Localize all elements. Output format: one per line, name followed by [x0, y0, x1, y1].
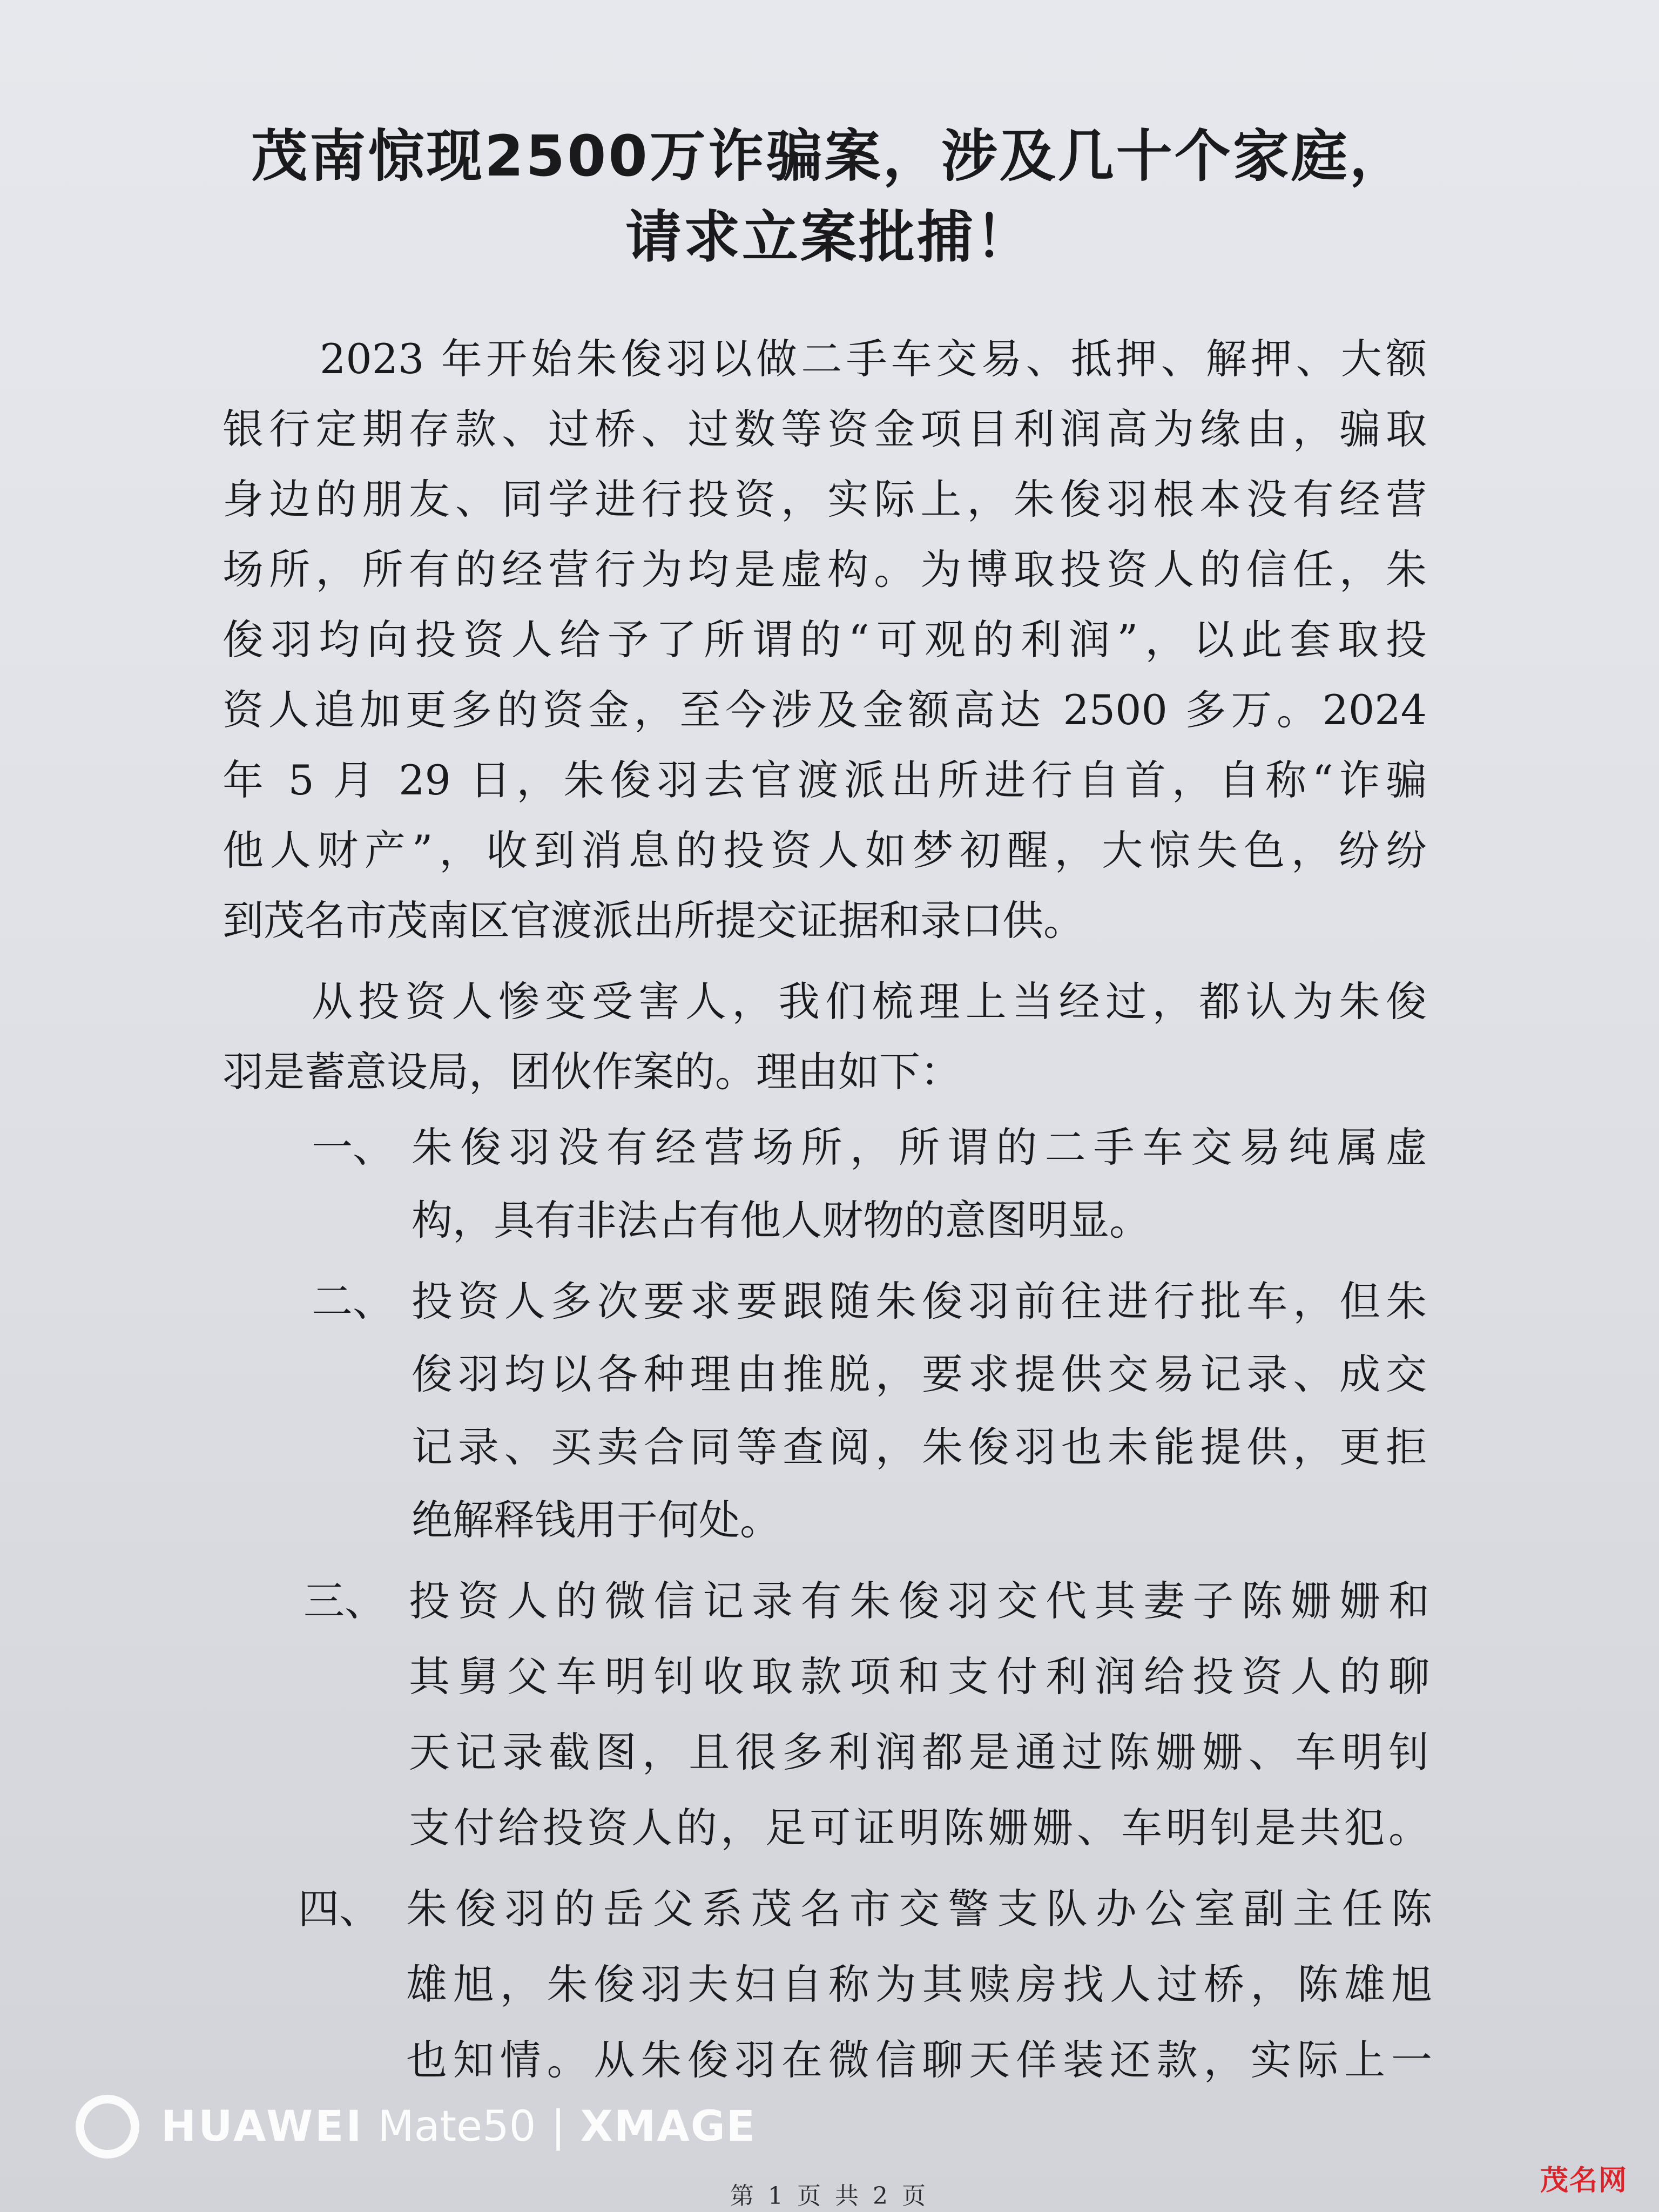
list-item-line: 朱俊羽的岳父系茂名市交警支队办公室副主任陈: [406, 1885, 1432, 1933]
list-item-line: 雄旭，朱俊羽夫妇自称为其赎房找人过桥，陈雄旭: [406, 1960, 1432, 2008]
paragraph-line: 银行定期存款、过桥、过数等资金项目利润高为缘由，骗取: [222, 405, 1427, 453]
camera-ring-icon: [76, 2095, 139, 2159]
paragraph-line: 从投资人惨变受害人，我们梳理上当经过，都认为朱俊: [312, 977, 1427, 1026]
list-item-line: 投资人多次要求要跟随朱俊羽前往进行批车，但朱: [412, 1277, 1427, 1325]
paragraph-line: 2023 年开始朱俊羽以做二手车交易、抵押、解押、大额: [320, 335, 1427, 383]
list-item-line: 绝解释钱用于何处。: [412, 1496, 781, 1544]
watermark-separator: |: [551, 2102, 565, 2151]
list-item-line: 也知情。从朱俊羽在微信聊天佯装还款，实际上一: [406, 2036, 1432, 2084]
list-item-number: 四、: [298, 1885, 380, 1933]
paragraph-line: 羽是蓄意设局，团伙作案的。理由如下：: [222, 1048, 961, 1096]
site-logo: 茂名网: [1540, 2164, 1628, 2197]
list-item-number: 一、: [312, 1123, 394, 1171]
document-title-line-1: 茂南惊现2500万诈骗案，涉及几十个家庭，: [251, 123, 1408, 189]
list-item-line: 朱俊羽没有经营场所，所谓的二手车交易纯属虚: [412, 1123, 1427, 1171]
camera-watermark: [76, 2089, 756, 2164]
watermark-brand: HUAWEI: [161, 2102, 364, 2151]
watermark-model: Mate50: [377, 2102, 536, 2151]
list-item-line: 俊羽均以各种理由推脱，要求提供交易记录、成交: [412, 1350, 1427, 1398]
list-item-number: 二、: [312, 1277, 394, 1325]
paragraph-line: 俊羽均向投资人给予了所谓的“可观的利润”，以此套取投: [222, 616, 1427, 664]
watermark-xmage: XMAGE: [580, 2102, 757, 2151]
paragraph-line: 到茂名市茂南区官渡派出所提交证据和录口供。: [222, 896, 1084, 945]
list-item-line: 投资人的微信记录有朱俊羽交代其妻子陈姗姗和: [409, 1577, 1429, 1625]
list-item-line: 支付给投资人的，足可证明陈姗姗、车明钊是共犯。: [409, 1804, 1429, 1852]
paragraph-line: 资人追加更多的资金，至今涉及金额高达 2500 多万。2024: [222, 686, 1427, 734]
list-item-line: 其舅父车明钊收取款项和支付利润给投资人的聊: [409, 1653, 1429, 1701]
page-number: 第 1 页 共 2 页: [730, 2182, 929, 2210]
paragraph-line: 身边的朋友、同学进行投资，实际上，朱俊羽根本没有经营: [222, 475, 1427, 523]
paragraph-line: 场所，所有的经营行为均是虚构。为博取投资人的信任，朱: [222, 545, 1427, 594]
list-item-line: 天记录截图，且很多利润都是通过陈姗姗、车明钊: [409, 1728, 1429, 1776]
list-item-line: 记录、买卖合同等查阅，朱俊羽也未能提供，更拒: [412, 1423, 1427, 1471]
document-title-line-2: 请求立案批捕！: [625, 204, 1034, 270]
list-item-number: 三、: [304, 1577, 386, 1625]
paragraph-line: 年 5 月 29 日，朱俊羽去官渡派出所进行自首，自称“诈骗: [222, 756, 1427, 804]
list-item-line: 构，具有非法占有他人财物的意图明显。: [412, 1196, 1150, 1244]
paragraph-line: 他人财产”，收到消息的投资人如梦初醒，大惊失色，纷纷: [222, 826, 1427, 874]
